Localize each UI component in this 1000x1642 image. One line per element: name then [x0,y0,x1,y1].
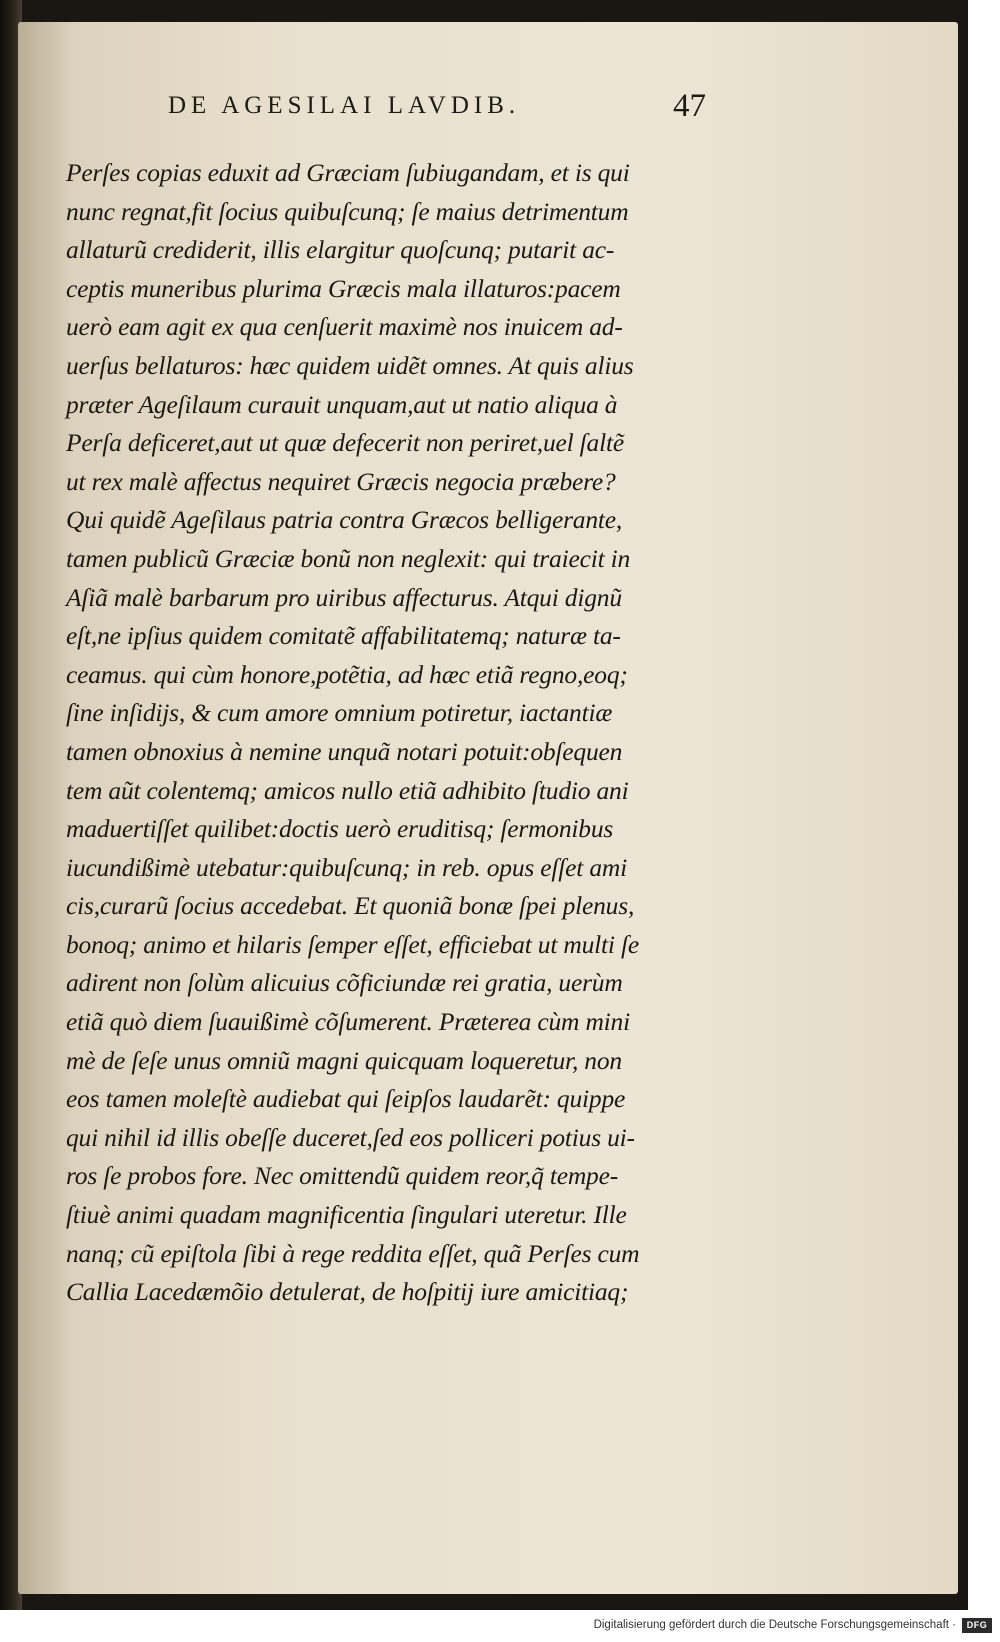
text-line: ut rex malè affectus nequiret Græcis negocia præbere? [66,466,616,496]
text-line: tem aũt colentemq; amicos nullo etiã adhibito ſtudio ani [66,775,629,805]
text-line: bonoq; animo et hilaris ſemper eſſet, efficiebat ut multi ſe [66,929,639,959]
text-line: Qui quidẽ Ageſilaus patria contra Græcos belligerante, [66,505,623,535]
text-line: uerò eam agit ex qua cenſuerit maximè nos inuicem ad- [66,312,623,342]
text-line: etiã quò diem ſuauißimè cõſumerent. Præterea cùm mini [66,1007,630,1037]
text-line: maduertiſſet quilibet:doctis uerò eruditisq; ſermonibus [66,814,614,844]
text-line: tamen obnoxius à nemine unquã notari potuit:obſequen [66,736,623,766]
text-line: cis,curarũ ſocius accedebat. Et quoniã bonæ ſpei plenus, [66,891,635,921]
text-line: adirent non ſolùm alicuius cõficiundæ rei gratia, uerùm [66,968,623,998]
text-line: mè de ſeſe unus omniũ magni quicquam loqueretur, non [66,1045,622,1075]
text-line: præter Ageſilaum curauit unquam,aut ut natio aliqua à [66,389,618,419]
text-line: nunc regnat,fit ſocius quibuſcunq; ſe maius detrimentum [66,196,629,226]
text-line: eſt,ne ipſius quidem comitatẽ affabilitatemq; naturæ ta- [66,621,621,651]
text-line: nanq; cũ epiſtola ſibi à rege reddita eſſet, quã Perſes cum [66,1238,640,1268]
dfg-logo: DFG [962,1618,992,1633]
body-text [66,154,726,1312]
page-header [148,88,748,128]
text-line: eos tamen moleſtè audiebat qui ſeipſos laudarẽt: quippe [66,1084,626,1114]
text-line: allaturũ crediderit, illis elargitur quoſcunq; putarit ac- [66,235,615,265]
page-number: 47 [673,88,706,124]
text-line: Aſiã malè barbarum pro uiribus affecturus. Atqui dignũ [66,582,622,612]
text-line: Perſes copias eduxit ad Græciam ſubiugandam, et is qui [66,158,630,187]
text-line: ſine inſidijs, & cum amore omnium potiretur, iactantiæ [66,698,613,728]
footer-bar [0,1610,1000,1642]
text-line: ros ſe probos fore. Nec omittendũ quidem reor,q̃ tempe- [66,1161,619,1191]
running-title: DE AGESILAI LAVDIB. [168,92,521,119]
text-line: tamen publicũ Græciæ bonũ non neglexit: qui traiecit in [66,543,631,573]
text-line: uerſus bellaturos: hæc quidem uidẽt omnes. At quis alius [66,350,634,380]
text-line: iucundißimè utebatur:quibuſcunq; in reb. opus eſſet ami [66,852,628,882]
text-line: ſtiuè animi quadam magnificentia ſingulari uteretur. Ille [66,1200,627,1230]
text-line: qui nihil id illis obeſſe duceret,ſed eos polliceri potius ui- [66,1122,635,1152]
text-line: ceamus. qui cùm honore,potẽtia, ad hæc etiã regno,eoq; [66,659,628,689]
book-page [18,22,958,1594]
text-line: Callia Lacedæmõio detulerat, de hoſpitij iure amicitiaq; [66,1277,629,1307]
text-line: ceptis muneribus plurima Græcis mala illaturos:pacem [66,273,621,303]
text-line: Perſa deficeret,aut ut quæ defecerit non periret,uel ſaltẽ [66,428,624,458]
funding-notice: Digitalisierung gefördert durch die Deutsche Forschungsgemeinschaft · [593,1619,956,1631]
